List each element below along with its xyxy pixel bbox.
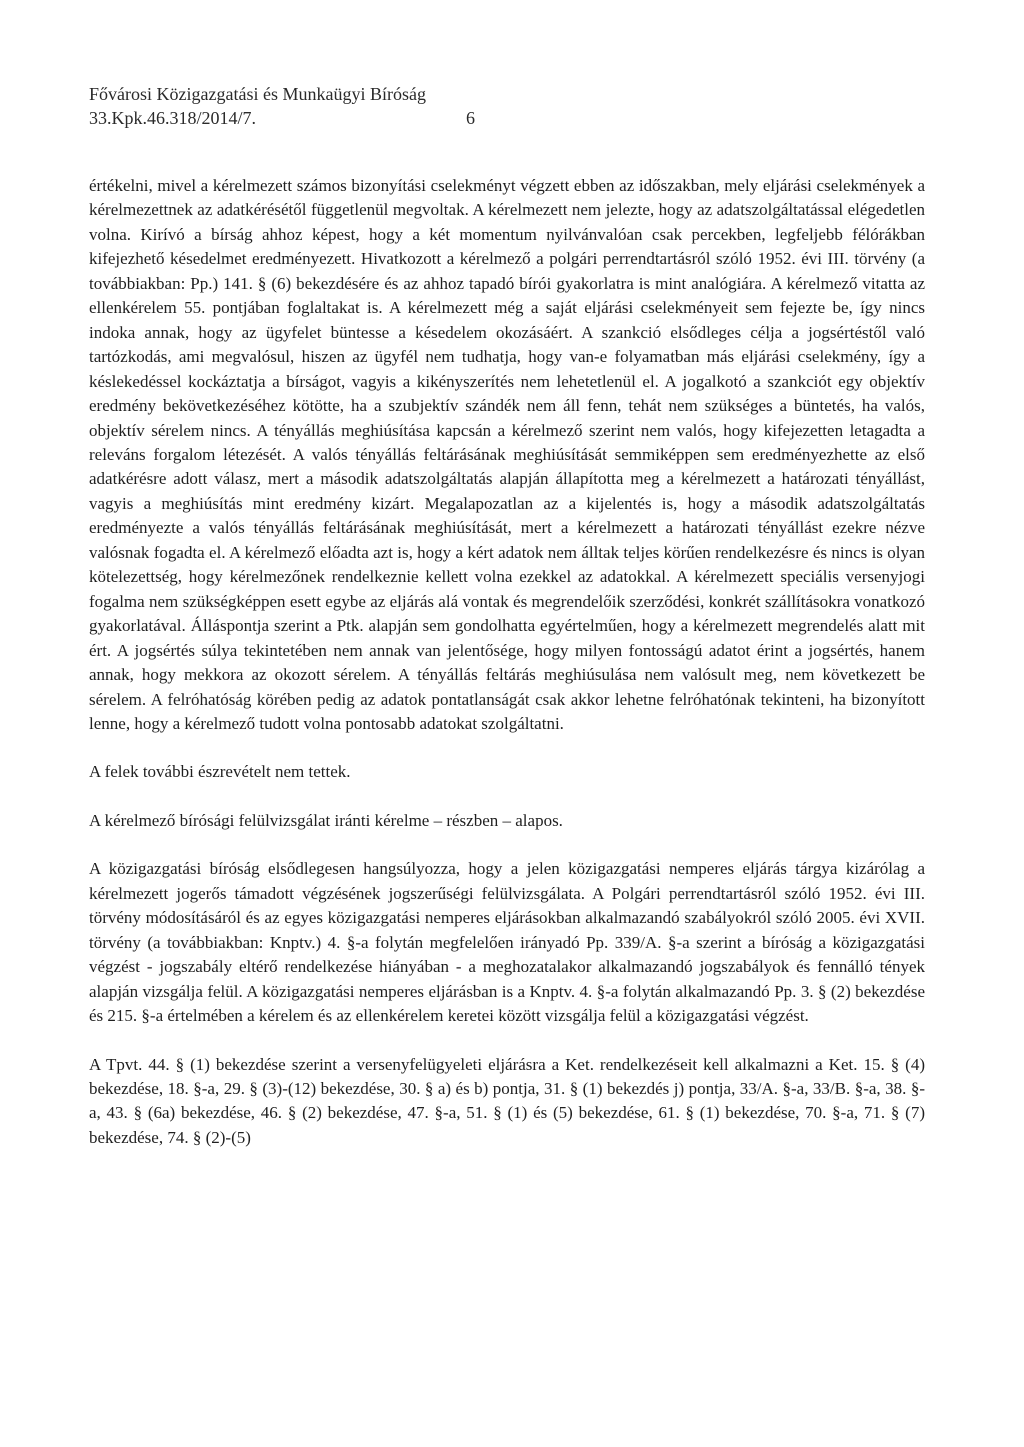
case-line [89, 106, 475, 130]
document-body [89, 174, 925, 1150]
court-name: Fővárosi Közigazgatási és Munkaügyi Bíróság [89, 84, 426, 104]
page-number: 6 [466, 108, 476, 128]
paragraph: A felek további észrevételt nem tettek. [89, 762, 351, 782]
paragraph: értékelni, mivel a kérelmezett számos bizonyítási cselekményt végzett ebben az időszakban, mely eljárási cselekmények a kérelmezettnek az adatkérésétől függetlenül megvoltak. A kérelmezett nem jelezte, hogy az adatszolgáltatással elégedetlen volna. Kirívó a bírság ahhoz képest, hogy a két momentum nyilvánvalóan csak percekben, legfeljebb félórákban kifejezhető késedelmet eredményezett. Hivatkozott a kérelmező a polgári perrendtartásról szóló 1952. évi III. törvény (a továbbiakban: Pp.) 141. § (6) bekezdésére és az ahhoz tapadó bírói gyakorlatra is mint analógiára. A kérelmező vitatta az ellenkérelem 55. pontjában foglaltakat is. A kérelmezett még a saját eljárási cselekményeit sem fejezte be, így nincs indoka annak, hogy az ügyfelet büntesse a késedelem okozásáért. A szankció elsődleges célja a jogsértéstől való tartózkodás, ami megvalósul, hiszen az ügyfél nem tudhatja, hogy van-e folyamatban más eljárási cselekmény, így a késlekedéssel kockáztatja a bírságot, vagyis a kikényszerítés nem lehetetlenül el. A jogalkotó a szankciót egy objektív eredmény bekövetkezéséhez kötötte, ha a szubjektív szándék nem áll fenn, tehát nem szükséges a büntetés, ha valós, objektív sérelem nincs. A tényállás meghiúsítása kapcsán a kérelmező szerint nem valós, hogy kifejezetten letagadta a releváns forgalom létezését. A valós tényállás feltárásának meghiúsítását semmiképpen sem eredményezhette az első adatkérésre adott válasz, mert a második adatszolgáltatás alapján állapította meg a kérelmezett a határozati tényállást, vagyis a meghiúsítás mint eredmény kizárt. Megalapozatlan az a kijelentés is, hogy a második adatszolgáltatás eredményezte a valós tényállás feltárásának meghiúsítását, mert a kérelmezett a határozati tényállást ezekre nézve valósnak fogadta el. A kérelmező előadta azt is, hogy a kért adatok nem álltak teljes körűen rendelkezésre és nincs is olyan kötelezettség, hogy kérelmezőnek rendelkeznie kellett volna ezekkel az adatokkal. A kérelmezett speciális versenyjogi fogalma nem szükségképpen esett egybe az eljárás alá vontak és megrendelőik szerződési, konkrét szállításokra vonatkozó gyakorlatával. Álláspontja szerint a Ptk. alapján sem gondolhatta egyértelműen, hogy a kérelmezett megrendelés alatt mit ért. A jogsértés súlya tekintetében nem annak van jelentősége, hogy milyen fontosságú adatot érint a jogsértés, hanem annak, hogy mekkora az okozott sérelem. A tényállás feltárás meghiúsulása nem valósult meg, nem következett be sérelem. A felróhatóság körében pedig az adatok pontatlanságát csak akkor lehetne felróhatónak tekinteni, ha bizonyított lenne, hogy a kérelmező tudott volna pontosabb adatokat szolgáltatni. [89, 176, 925, 733]
case-number: 33.Kpk.46.318/2014/7. [89, 108, 257, 128]
paragraph: A kérelmező bírósági felülvizsgálat iránti kérelme – részben – alapos. [89, 810, 563, 830]
paragraph: A Tpvt. 44. § (1) bekezdése szerint a versenyfelügyeleti eljárásra a Ket. rendelkezéseit kell alkalmazni a Ket. 15. § (4) bekezdése, 18. §-a, 29. § (3)-(12) bekezdése, 30. § a) és b) pontja, 31. § (1) bekezdés j) pontja, 33/A. §-a, 33/B. §-a, 38. §-a, 43. § (6a) bekezdése, 46. § (2) bekezdése, 47. §-a, 51. § (1) és (5) bekezdése, 61. § (1) bekezdése, 70. §-a, 71. § (7) bekezdése, 74. § (2)-(5) [89, 1054, 925, 1147]
page-header [89, 82, 475, 130]
paragraph: A közigazgatási bíróság elsődlegesen hangsúlyozza, hogy a jelen közigazgatási nemperes eljárás tárgya kizárólag a kérelmezett jogerős támadott végzésének jogszerűségi felülvizsgálata. A Polgári perrendtartásról szóló 1952. évi III. törvény módosításáról és az egyes közigazgatási nemperes eljárásokban alkalmazandó szabályokról szóló 2005. évi XVII. törvény (a továbbiakban: Knptv.) 4. §-a folytán megfelelően irányadó Pp. 339/A. §-a szerint a bíróság a közigazgatási végzést - jogszabály eltérő rendelkezése hiányában - a meghozatalakor alkalmazandó jogszabályok és fennálló tények alapján vizsgálja felül. A közigazgatási nemperes eljárásban is a Knptv. 4. §-a folytán alkalmazandó Pp. 3. § (2) bekezdése és 215. §-a értelmében a kérelem és az ellenkérelem keretei között vizsgálja felül a közigazgatási végzést. [89, 859, 925, 1026]
